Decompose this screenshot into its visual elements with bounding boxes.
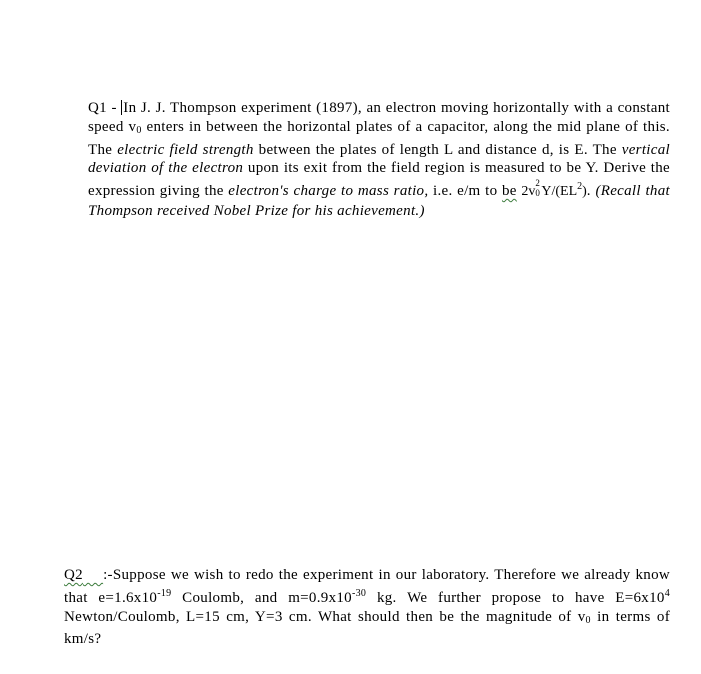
q2-text-5: in terms of km/s? — [64, 608, 670, 648]
spellcheck-be: be — [501, 183, 517, 200]
formula-subscript: 0 — [535, 188, 540, 199]
q1-italic-recall-note: (Recall that Thompson received Nobel Prize for his achievement.) — [88, 183, 670, 219]
q1-italic-vertical-deviation: vertical deviation of the electron — [88, 141, 670, 177]
formula-close: ) — [582, 184, 587, 200]
formula-prefix: 2v — [521, 184, 536, 200]
q2-text-3: kg. We further propose to have E=6x10 — [366, 589, 665, 606]
e-exponent: -19 — [157, 587, 172, 599]
q1-text-4: upon its exit from the field region is measured to be Y. Derive the expression giving the — [88, 160, 670, 200]
field-exponent: 4 — [664, 587, 670, 599]
q1-text-5: i.e. e/m to — [428, 183, 502, 200]
question-1 — [88, 99, 670, 221]
formula-sup-sub — [535, 178, 541, 199]
question-2 — [64, 566, 670, 649]
q1-text-2: enters in between the horizontal plates of a capacitor, along the mid plane of this. The — [88, 118, 670, 158]
q1-text-1: In J. J. Thompson experiment (1897), an electron moving horizontally with a constant speed v — [88, 100, 670, 135]
question-2-label — [64, 567, 103, 583]
q2-text-1: :-Suppose we wish to redo the experiment in our laboratory. Therefore we already know that e=1.6x10 — [64, 567, 670, 606]
v0-subscript: 0 — [136, 124, 142, 136]
q2-text-4: Newton/Coulomb, L=15 cm, Y=3 cm. What should then be the magnitude of v — [64, 608, 586, 625]
formula-l-exponent: 2 — [577, 181, 583, 193]
q1-italic-charge-mass-ratio: electron's charge to mass ratio, — [228, 183, 429, 200]
formula-superscript: 2 — [535, 178, 540, 189]
formula-middle: Y/(EL — [541, 184, 578, 200]
question-1-label: Q1 - — [88, 100, 117, 116]
q2-label-text: Q2 — [64, 567, 83, 583]
q1-text-6: . — [586, 183, 596, 200]
v0-subscript-q2: 0 — [585, 614, 591, 626]
q1-italic-field-strength: electric field strength — [117, 141, 254, 158]
q2-label-spaces — [83, 567, 103, 583]
m-exponent: -30 — [351, 587, 367, 599]
q2-text-2: Coulomb, and m=0.9x10 — [171, 589, 352, 606]
equation-object[interactable] — [521, 178, 587, 200]
q1-text-3: between the plates of length L and distance d, is E. The — [253, 141, 622, 158]
